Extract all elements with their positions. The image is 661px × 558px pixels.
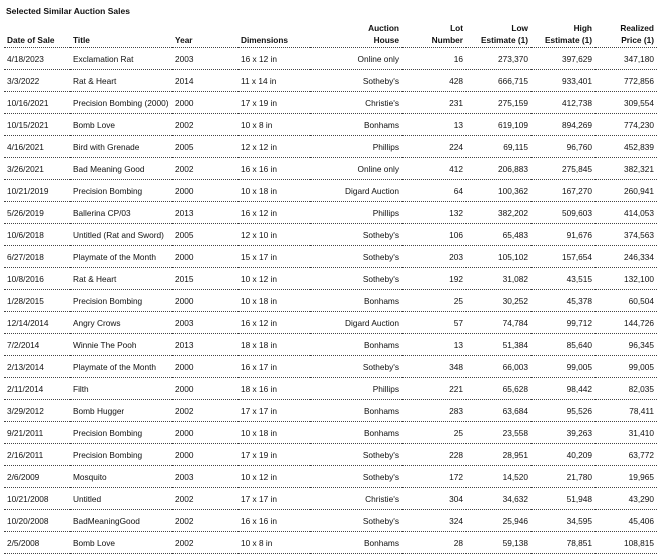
dimensions-cell: 18 x 16 in (238, 378, 310, 400)
lot-number-cell: 192 (402, 268, 466, 290)
lot-number-cell: 231 (402, 92, 466, 114)
title-cell: Precision Bombing (2000) (70, 92, 172, 114)
year-cell: 2000 (172, 246, 238, 268)
low-estimate-cell: 100,362 (466, 180, 531, 202)
high-estimate-cell: 412,738 (531, 92, 595, 114)
title-cell: Rat & Heart (70, 70, 172, 92)
year-cell: 2013 (172, 334, 238, 356)
title-cell: Winnie The Pooh (70, 334, 172, 356)
high-estimate-cell: 43,515 (531, 268, 595, 290)
realized-price-cell: 260,941 (595, 180, 657, 202)
realized-price-cell: 43,290 (595, 488, 657, 510)
title-cell: Precision Bombing (70, 290, 172, 312)
title-cell: Angry Crows (70, 312, 172, 334)
title-cell: Untitled (70, 488, 172, 510)
table-row (4, 466, 657, 488)
dimensions-cell: 16 x 12 in (238, 48, 310, 70)
realized-price-cell: 132,100 (595, 268, 657, 290)
year-cell: 2002 (172, 532, 238, 554)
table-row (4, 378, 657, 400)
auction-house-cell: Bonhams (310, 422, 402, 444)
dimensions-cell: 12 x 12 in (238, 136, 310, 158)
realized-price-cell: 82,035 (595, 378, 657, 400)
auction-house-cell: Digard Auction (310, 312, 402, 334)
auction-house-cell: Sotheby's (310, 356, 402, 378)
lot-number-cell: 304 (402, 488, 466, 510)
title-cell: Precision Bombing (70, 180, 172, 202)
year-cell: 2002 (172, 114, 238, 136)
lot-number-cell: 224 (402, 136, 466, 158)
table-row (4, 444, 657, 466)
auction-house-cell: Online only (310, 48, 402, 70)
table-row (4, 48, 657, 70)
auction-house-cell: Christie's (310, 92, 402, 114)
high-estimate-cell: 34,595 (531, 510, 595, 532)
high-estimate-cell: 99,005 (531, 356, 595, 378)
realized-price-cell: 309,554 (595, 92, 657, 114)
year-cell: 2014 (172, 70, 238, 92)
header-lot-number: Lot Number (402, 20, 466, 48)
auction-house-cell: Sotheby's (310, 444, 402, 466)
year-cell: 2002 (172, 488, 238, 510)
auction-house-cell: Sotheby's (310, 268, 402, 290)
auction-house-cell: Christie's (310, 488, 402, 510)
table-row (4, 158, 657, 180)
low-estimate-cell: 273,370 (466, 48, 531, 70)
year-cell: 2000 (172, 378, 238, 400)
date-cell: 5/26/2019 (4, 202, 70, 224)
low-estimate-cell: 69,115 (466, 136, 531, 158)
date-cell: 4/18/2023 (4, 48, 70, 70)
year-cell: 2002 (172, 400, 238, 422)
lot-number-cell: 172 (402, 466, 466, 488)
high-estimate-cell: 509,603 (531, 202, 595, 224)
high-estimate-cell: 167,270 (531, 180, 595, 202)
auction-house-cell: Phillips (310, 202, 402, 224)
lot-number-cell: 324 (402, 510, 466, 532)
date-cell: 10/21/2019 (4, 180, 70, 202)
date-cell: 9/21/2011 (4, 422, 70, 444)
table-row (4, 312, 657, 334)
lot-number-cell: 203 (402, 246, 466, 268)
low-estimate-cell: 14,520 (466, 466, 531, 488)
realized-price-cell: 374,563 (595, 224, 657, 246)
auction-house-cell: Digard Auction (310, 180, 402, 202)
low-estimate-cell: 23,558 (466, 422, 531, 444)
auction-house-cell: Phillips (310, 136, 402, 158)
header-title: Title (70, 20, 172, 48)
dimensions-cell: 17 x 17 in (238, 400, 310, 422)
title-cell: Playmate of the Month (70, 246, 172, 268)
high-estimate-cell: 894,269 (531, 114, 595, 136)
lot-number-cell: 13 (402, 114, 466, 136)
realized-price-cell: 96,345 (595, 334, 657, 356)
lot-number-cell: 132 (402, 202, 466, 224)
title-cell: Playmate of the Month (70, 356, 172, 378)
year-cell: 2005 (172, 224, 238, 246)
realized-price-cell: 144,726 (595, 312, 657, 334)
table-row (4, 114, 657, 136)
realized-price-cell: 347,180 (595, 48, 657, 70)
header-realized-price: Realized Price (1) (595, 20, 657, 48)
header-dimensions: Dimensions (238, 20, 310, 48)
auction-house-cell: Bonhams (310, 114, 402, 136)
lot-number-cell: 25 (402, 290, 466, 312)
lot-number-cell: 428 (402, 70, 466, 92)
date-cell: 10/20/2008 (4, 510, 70, 532)
table-row (4, 202, 657, 224)
table-row (4, 70, 657, 92)
dimensions-cell: 17 x 19 in (238, 92, 310, 114)
header-low-estimate: Low Estimate (1) (466, 20, 531, 48)
lot-number-cell: 228 (402, 444, 466, 466)
date-cell: 3/29/2012 (4, 400, 70, 422)
title-cell: BadMeaningGood (70, 510, 172, 532)
title-cell: Filth (70, 378, 172, 400)
high-estimate-cell: 85,640 (531, 334, 595, 356)
year-cell: 2002 (172, 158, 238, 180)
realized-price-cell: 772,856 (595, 70, 657, 92)
table-row (4, 224, 657, 246)
dimensions-cell: 10 x 12 in (238, 268, 310, 290)
high-estimate-cell: 96,760 (531, 136, 595, 158)
realized-price-cell: 246,334 (595, 246, 657, 268)
title-cell: Precision Bombing (70, 422, 172, 444)
year-cell: 2003 (172, 48, 238, 70)
high-estimate-cell: 21,780 (531, 466, 595, 488)
high-estimate-cell: 45,378 (531, 290, 595, 312)
low-estimate-cell: 63,684 (466, 400, 531, 422)
auction-house-cell: Phillips (310, 378, 402, 400)
auction-sales-table (4, 20, 657, 554)
lot-number-cell: 106 (402, 224, 466, 246)
low-estimate-cell: 30,252 (466, 290, 531, 312)
auction-house-cell: Bonhams (310, 400, 402, 422)
year-cell: 2000 (172, 444, 238, 466)
lot-number-cell: 64 (402, 180, 466, 202)
date-cell: 7/2/2014 (4, 334, 70, 356)
dimensions-cell: 11 x 14 in (238, 70, 310, 92)
realized-price-cell: 108,815 (595, 532, 657, 554)
table-row (4, 334, 657, 356)
table-row (4, 268, 657, 290)
low-estimate-cell: 105,102 (466, 246, 531, 268)
auction-house-cell: Sotheby's (310, 246, 402, 268)
realized-price-cell: 60,504 (595, 290, 657, 312)
high-estimate-cell: 397,629 (531, 48, 595, 70)
low-estimate-cell: 65,483 (466, 224, 531, 246)
dimensions-cell: 15 x 17 in (238, 246, 310, 268)
table-row (4, 510, 657, 532)
title-cell: Rat & Heart (70, 268, 172, 290)
realized-price-cell: 78,411 (595, 400, 657, 422)
dimensions-cell: 10 x 8 in (238, 114, 310, 136)
dimensions-cell: 16 x 12 in (238, 312, 310, 334)
date-cell: 10/8/2016 (4, 268, 70, 290)
low-estimate-cell: 619,109 (466, 114, 531, 136)
dimensions-cell: 10 x 8 in (238, 532, 310, 554)
high-estimate-cell: 95,526 (531, 400, 595, 422)
high-estimate-cell: 933,401 (531, 70, 595, 92)
title-cell: Bomb Love (70, 532, 172, 554)
auction-house-cell: Bonhams (310, 532, 402, 554)
title-cell: Bomb Love (70, 114, 172, 136)
year-cell: 2003 (172, 312, 238, 334)
year-cell: 2002 (172, 510, 238, 532)
table-row (4, 246, 657, 268)
lot-number-cell: 57 (402, 312, 466, 334)
high-estimate-cell: 275,845 (531, 158, 595, 180)
table-row (4, 488, 657, 510)
year-cell: 2000 (172, 92, 238, 114)
realized-price-cell: 31,410 (595, 422, 657, 444)
table-row (4, 180, 657, 202)
low-estimate-cell: 59,138 (466, 532, 531, 554)
low-estimate-cell: 74,784 (466, 312, 531, 334)
realized-price-cell: 452,839 (595, 136, 657, 158)
table-row (4, 136, 657, 158)
year-cell: 2000 (172, 180, 238, 202)
low-estimate-cell: 206,883 (466, 158, 531, 180)
auction-house-cell: Sotheby's (310, 70, 402, 92)
auction-house-cell: Sotheby's (310, 510, 402, 532)
high-estimate-cell: 39,263 (531, 422, 595, 444)
dimensions-cell: 10 x 18 in (238, 290, 310, 312)
realized-price-cell: 99,005 (595, 356, 657, 378)
date-cell: 10/21/2008 (4, 488, 70, 510)
high-estimate-cell: 98,442 (531, 378, 595, 400)
dimensions-cell: 10 x 18 in (238, 180, 310, 202)
page-title: Selected Similar Auction Sales (6, 6, 130, 16)
lot-number-cell: 412 (402, 158, 466, 180)
low-estimate-cell: 66,003 (466, 356, 531, 378)
table-row (4, 356, 657, 378)
low-estimate-cell: 25,946 (466, 510, 531, 532)
lot-number-cell: 25 (402, 422, 466, 444)
year-cell: 2015 (172, 268, 238, 290)
title-cell: Untitled (Rat and Sword) (70, 224, 172, 246)
high-estimate-cell: 51,948 (531, 488, 595, 510)
realized-price-cell: 414,053 (595, 202, 657, 224)
year-cell: 2003 (172, 466, 238, 488)
high-estimate-cell: 78,851 (531, 532, 595, 554)
auction-house-cell: Sotheby's (310, 466, 402, 488)
title-cell: Bomb Hugger (70, 400, 172, 422)
date-cell: 10/6/2018 (4, 224, 70, 246)
date-cell: 4/16/2021 (4, 136, 70, 158)
date-cell: 10/16/2021 (4, 92, 70, 114)
table-row (4, 532, 657, 554)
realized-price-cell: 63,772 (595, 444, 657, 466)
date-cell: 6/27/2018 (4, 246, 70, 268)
title-cell: Ballerina CP/03 (70, 202, 172, 224)
date-cell: 12/14/2014 (4, 312, 70, 334)
header-year: Year (172, 20, 238, 48)
dimensions-cell: 10 x 18 in (238, 422, 310, 444)
date-cell: 2/13/2014 (4, 356, 70, 378)
table-row (4, 92, 657, 114)
title-cell: Precision Bombing (70, 444, 172, 466)
date-cell: 2/5/2008 (4, 532, 70, 554)
realized-price-cell: 774,230 (595, 114, 657, 136)
title-cell: Exclamation Rat (70, 48, 172, 70)
header-row (4, 20, 657, 48)
low-estimate-cell: 34,632 (466, 488, 531, 510)
high-estimate-cell: 157,654 (531, 246, 595, 268)
date-cell: 10/15/2021 (4, 114, 70, 136)
auction-house-cell: Bonhams (310, 334, 402, 356)
auction-house-cell: Bonhams (310, 290, 402, 312)
title-cell: Bad Meaning Good (70, 158, 172, 180)
date-cell: 2/11/2014 (4, 378, 70, 400)
dimensions-cell: 17 x 19 in (238, 444, 310, 466)
high-estimate-cell: 91,676 (531, 224, 595, 246)
realized-price-cell: 19,965 (595, 466, 657, 488)
dimensions-cell: 16 x 17 in (238, 356, 310, 378)
table-row (4, 422, 657, 444)
table-row (4, 290, 657, 312)
header-high-estimate: High Estimate (1) (531, 20, 595, 48)
year-cell: 2005 (172, 136, 238, 158)
dimensions-cell: 17 x 17 in (238, 488, 310, 510)
low-estimate-cell: 31,082 (466, 268, 531, 290)
dimensions-cell: 12 x 10 in (238, 224, 310, 246)
year-cell: 2000 (172, 290, 238, 312)
title-cell: Bird with Grenade (70, 136, 172, 158)
lot-number-cell: 16 (402, 48, 466, 70)
year-cell: 2000 (172, 422, 238, 444)
date-cell: 2/16/2011 (4, 444, 70, 466)
dimensions-cell: 16 x 16 in (238, 510, 310, 532)
realized-price-cell: 45,406 (595, 510, 657, 532)
dimensions-cell: 18 x 18 in (238, 334, 310, 356)
high-estimate-cell: 40,209 (531, 444, 595, 466)
low-estimate-cell: 65,628 (466, 378, 531, 400)
low-estimate-cell: 275,159 (466, 92, 531, 114)
year-cell: 2013 (172, 202, 238, 224)
lot-number-cell: 348 (402, 356, 466, 378)
dimensions-cell: 16 x 12 in (238, 202, 310, 224)
title-cell: Mosquito (70, 466, 172, 488)
high-estimate-cell: 99,712 (531, 312, 595, 334)
header-date-of-sale: Date of Sale (4, 20, 70, 48)
date-cell: 2/6/2009 (4, 466, 70, 488)
low-estimate-cell: 666,715 (466, 70, 531, 92)
dimensions-cell: 16 x 16 in (238, 158, 310, 180)
header-auction-house: Auction House (310, 20, 402, 48)
table-row (4, 400, 657, 422)
dimensions-cell: 10 x 12 in (238, 466, 310, 488)
low-estimate-cell: 51,384 (466, 334, 531, 356)
date-cell: 3/26/2021 (4, 158, 70, 180)
date-cell: 1/28/2015 (4, 290, 70, 312)
lot-number-cell: 283 (402, 400, 466, 422)
auction-house-cell: Sotheby's (310, 224, 402, 246)
lot-number-cell: 221 (402, 378, 466, 400)
low-estimate-cell: 382,202 (466, 202, 531, 224)
lot-number-cell: 13 (402, 334, 466, 356)
lot-number-cell: 28 (402, 532, 466, 554)
date-cell: 3/3/2022 (4, 70, 70, 92)
year-cell: 2000 (172, 356, 238, 378)
auction-house-cell: Online only (310, 158, 402, 180)
realized-price-cell: 382,321 (595, 158, 657, 180)
low-estimate-cell: 28,951 (466, 444, 531, 466)
